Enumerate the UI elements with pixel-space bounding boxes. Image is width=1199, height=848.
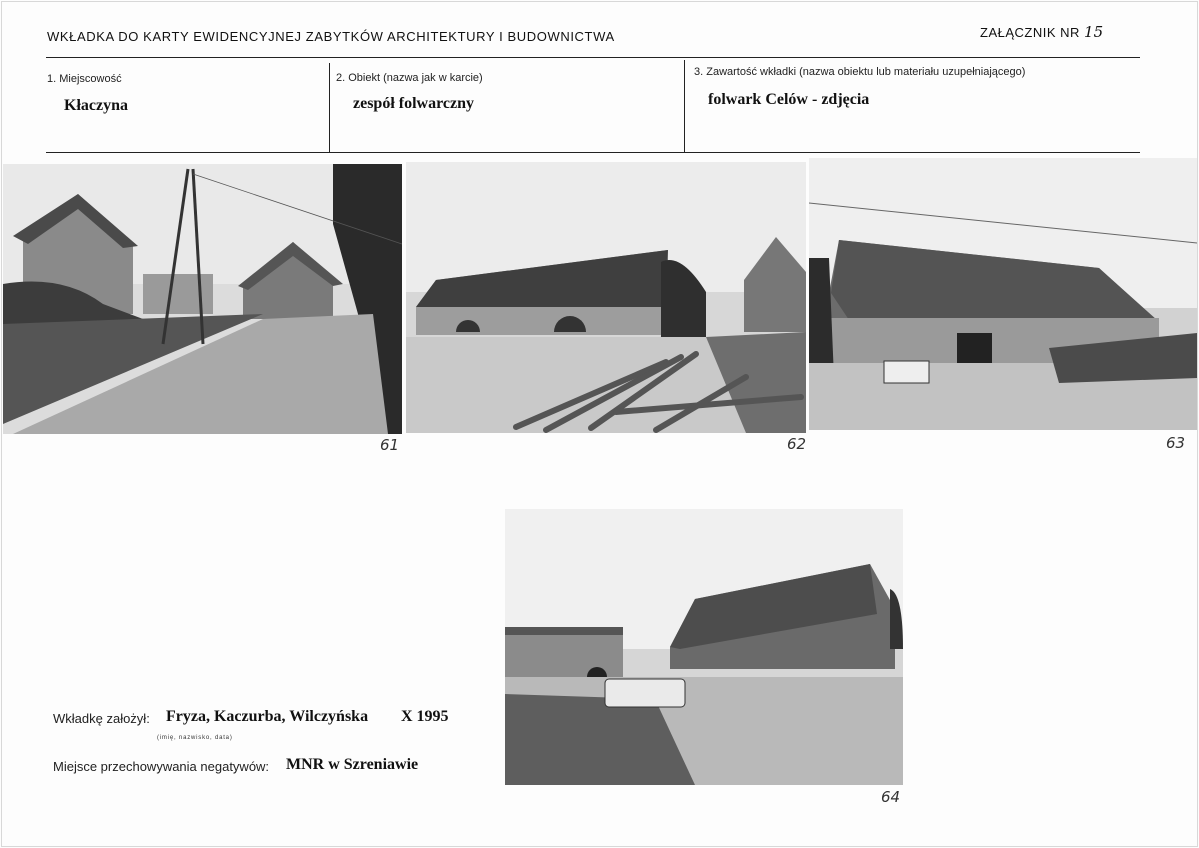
field-locality-value: Kłaczyna: [64, 97, 128, 114]
attachment-label: [980, 23, 1103, 41]
attachment-number: 15: [1084, 23, 1104, 41]
storage-value: MNR w Szreniawie: [286, 756, 419, 773]
photo-64: [505, 509, 903, 785]
created-date: X 1995: [401, 708, 449, 725]
photo-62: [406, 162, 806, 433]
photo-number-62: 62: [787, 435, 807, 453]
field-object-value: zespół folwarczny: [353, 95, 475, 112]
created-by-hint: (imię, nazwisko, data): [157, 735, 233, 741]
field-object-label: 2. Obiekt (nazwa jak w karcie): [336, 72, 483, 84]
photo-61: [3, 164, 402, 434]
attachment-label-text: ZAŁĄCZNIK NR: [980, 25, 1080, 40]
form-title: WKŁADKA DO KARTY EWIDENCYJNEJ ZABYTKÓW ARCHITEKTURY I BUDOWNICTWA: [47, 29, 615, 44]
field-divider-2: [684, 60, 685, 152]
created-by-label: Wkładkę założył:: [53, 711, 150, 726]
photo-63: [809, 158, 1197, 430]
field-divider-1: [329, 63, 330, 152]
top-rule: [46, 57, 1140, 58]
photo-number-61: 61: [380, 436, 400, 454]
bottom-rule: [46, 152, 1140, 153]
photo-number-64: 64: [881, 788, 901, 806]
storage-label: Miejsce przechowywania negatywów:: [53, 759, 270, 774]
photo-number-63: 63: [1166, 434, 1186, 452]
field-content-label: 3. Zawartość wkładki (nazwa obiektu lub materiału uzupełniającego): [694, 66, 1026, 78]
field-content-value: folwark Celów - zdjęcia: [708, 91, 870, 108]
created-by-value: Fryza, Kaczurba, Wilczyńska: [166, 708, 369, 725]
field-locality-label: 1. Miejscowość: [47, 73, 122, 85]
